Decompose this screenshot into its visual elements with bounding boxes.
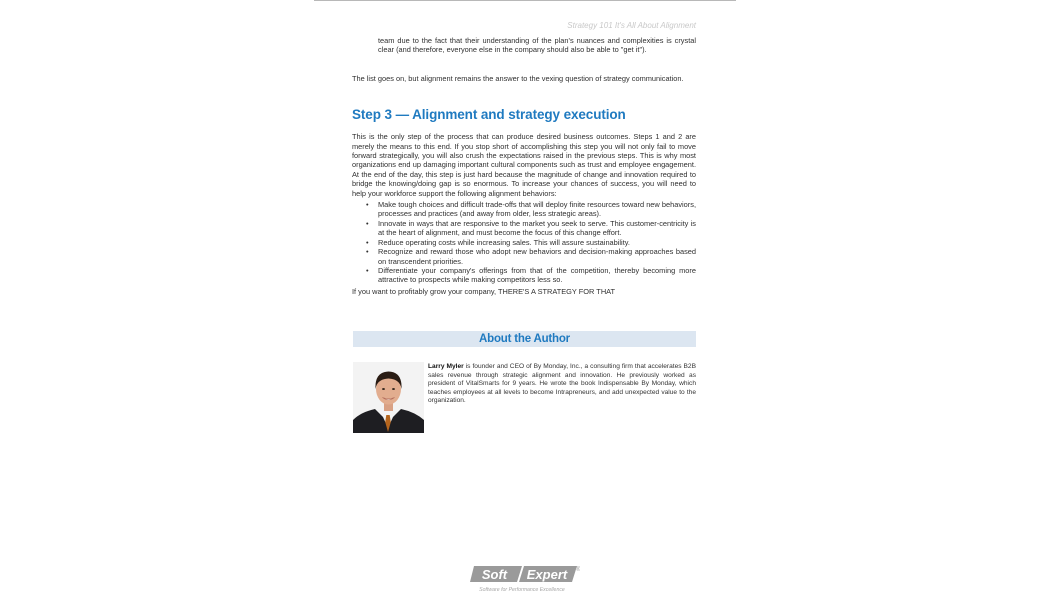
bullet-icon: • [366, 247, 369, 257]
list-goes-on-paragraph: The list goes on, but alignment remains the answer to the vexing question of strategy communication. [352, 73, 684, 83]
logo-word-soft: Soft [481, 567, 508, 582]
document-body [352, 36, 696, 296]
bullet-icon: • [366, 237, 369, 247]
logo-word-expert: Expert [526, 567, 568, 582]
bullet-text: Reduce operating costs while increasing sales. This will assure sustainability. [378, 237, 630, 247]
author-portrait-icon [353, 362, 424, 433]
bullet-text: Make tough choices and difficult trade-offs that will deploy finite resources toward new behaviors, processes and practices (and away from older, less strategic areas). [378, 200, 696, 219]
bullet-text: Recognize and reward those who adopt new behaviors and decision-making approaches based on transcendent priorities. [378, 247, 696, 266]
step-3-heading: Step 3 — Alignment and strategy execution [352, 107, 626, 123]
page-top-rule [314, 0, 736, 1]
list-item [366, 218, 696, 238]
list-item [366, 265, 696, 285]
author-bio-text: is founder and CEO of By Monday, Inc., a consulting firm that accelerates B2B sales revenue through strategic alignment and innovation. He previously worked as president of VitalSmarts for 9 years. He wrote the book Indispensable By Monday, which teaches employees at all levels to become Intrapreneurs, and add unexpected value to the organization. [428, 363, 696, 405]
alignment-behaviors-list [352, 200, 696, 285]
running-header: Strategy 101 It's All About Alignment [567, 21, 696, 30]
softexpert-logo-icon [470, 563, 580, 595]
softexpert-logo [470, 563, 580, 595]
about-author-heading: About the Author [353, 331, 696, 347]
logo-tagline: Software for Performance Excellence [479, 587, 565, 593]
list-item [366, 237, 696, 247]
bullet-text: Innovate in ways that are responsive to the market you seek to serve. This customer-centricity is at the heart of alignment, and must become the focus of this change effort. [378, 218, 696, 238]
list-item [366, 200, 696, 219]
bullet-text: Differentiate your company's offerings from that of the competition, thereby becoming more attractive to prospects while making competitors less so. [378, 265, 696, 285]
author-name: Larry Myler [428, 363, 464, 370]
logo-registered-mark: ® [576, 567, 580, 573]
author-bio [428, 363, 696, 406]
author-photo [353, 362, 424, 433]
bullet-icon: • [366, 218, 369, 228]
bullet-icon: • [366, 200, 369, 210]
bullet-icon: • [366, 265, 369, 275]
carryover-paragraph: team due to the fact that their understanding of the plan's nuances and complexities is crystal clear (and therefore, everyone else in the company should also be able to "get it"). [378, 36, 696, 55]
step-3-paragraph: This is the only step of the process that can produce desired business outcomes. Steps 1 and 2 are merely the means to this end. If you stop short of accomplishing this step you will not only fail to move forward strategically, you will also crush the expectations raised in the previous steps. This is why most organizations end up damaging important cultural components such as trust and employee engagement. At the end of the day, this step is just hard because the magnitude of change and innovation required to bridge the knowing/doing gap is so enormous. To increase your chances of success, you will need to help your workforce support the following alignment behaviors: [352, 132, 696, 198]
closing-paragraph: If you want to profitably grow your company, THERE'S A STRATEGY FOR THAT [352, 286, 616, 296]
list-item [366, 247, 696, 266]
